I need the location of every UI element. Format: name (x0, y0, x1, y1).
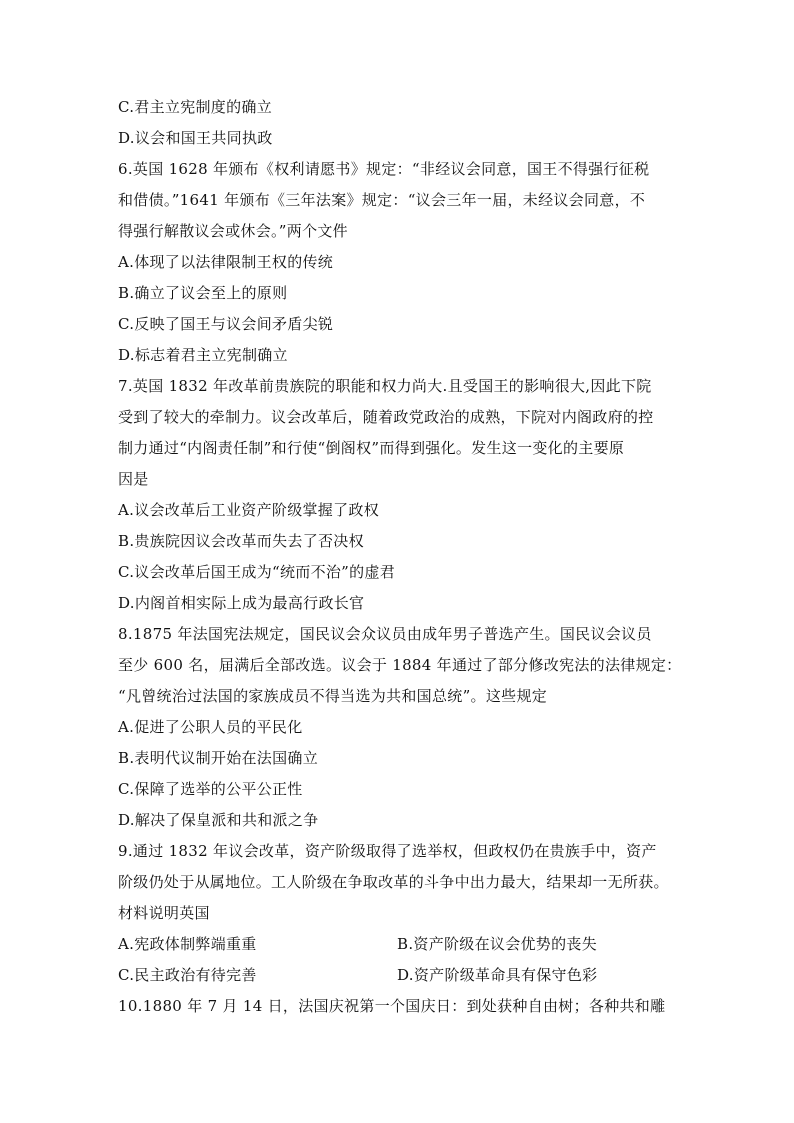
text-line: 6.英国 1628 年颁布《权利请愿书》规定：“非经议会同意，国王不得强行征税 (118, 160, 650, 178)
text-line: C.反映了国王与议会间矛盾尖锐 (118, 315, 334, 333)
q10-stem-line: 10.1880 年 7 月 14 日，法国庆祝第一个国庆日：到处获种自由树；各种共和雕 (118, 997, 666, 1015)
text-line: A.体现了以法律限制王权的传统 (118, 253, 334, 271)
q9-option-c: C.民主政治有待完善 (118, 966, 257, 984)
text-line: C.议会改革后国王成为“统而不治”的虚君 (118, 563, 396, 581)
text-line: 制力通过“内阁责任制”和行使“倒阁权”而得到强化。发生这一变化的主要原 (118, 439, 625, 457)
question-text-block (118, 92, 688, 929)
text-line: A.议会改革后工业资产阶级掌握了政权 (118, 501, 380, 519)
q9-option-d: D.资产阶级革命具有保守色彩 (397, 966, 598, 984)
text-line: 至少 600 名，届满后全部改选。议会于 1884 年通过了部分修改宪法的法律规定： (118, 656, 682, 674)
text-line: B.表明代议制开始在法国确立 (118, 749, 318, 767)
text-line: 阶级仍处于从属地位。工人阶级在争取改革的斗争中出力最大，结果却一无所获。 (118, 873, 669, 891)
text-line: “凡曾统治过法国的家族成员不得当选为共和国总统”。这些规定 (118, 687, 548, 705)
text-line: 8.1875 年法国宪法规定，国民议会众议员由成年男子普选产生。国民议会议员 (118, 625, 652, 643)
q9-options-row-2 (118, 960, 688, 991)
text-line: B.确立了议会至上的原则 (118, 284, 288, 302)
text-line: C.君主立宪制度的确立 (118, 98, 273, 116)
text-line: 材料说明英国 (118, 904, 210, 922)
text-line: 受到了较大的牵制力。议会改革后，随着政党政治的成熟，下院对内阁政府的控 (118, 408, 654, 426)
text-line: A.促进了公职人员的平民化 (118, 718, 303, 736)
text-line: C.保障了选举的公平公正性 (118, 780, 303, 798)
q9-option-b: B.资产阶级在议会优势的丧失 (397, 935, 597, 953)
text-line: 9.通过 1832 年议会改革，资产阶级取得了选举权，但政权仍在贵族手中，资产 (118, 842, 657, 860)
text-line: D.内阁首相实际上成为最高行政长官 (118, 594, 365, 612)
text-line: 得强行解散议会或休会。”两个文件 (118, 222, 348, 240)
text-line: D.标志着君主立宪制确立 (118, 346, 288, 364)
q9-option-a: A.宪政体制弊端重重 (118, 935, 257, 953)
text-line: 和借债。”1641 年颁布《三年法案》规定：“议会三年一届，未经议会同意，不 (118, 191, 646, 209)
text-line: D.解决了保皇派和共和派之争 (118, 811, 319, 829)
q9-options-row-1 (118, 929, 688, 960)
text-line: 7.英国 1832 年改革前贵族院的职能和权力尚大.且受国王的影响很大,因此下院 (118, 377, 652, 395)
text-line: B.贵族院因议会改革而失去了否决权 (118, 532, 364, 550)
document-page (118, 92, 688, 1022)
text-line: D.议会和国王共同执政 (118, 129, 273, 147)
text-line: 因是 (118, 470, 149, 488)
